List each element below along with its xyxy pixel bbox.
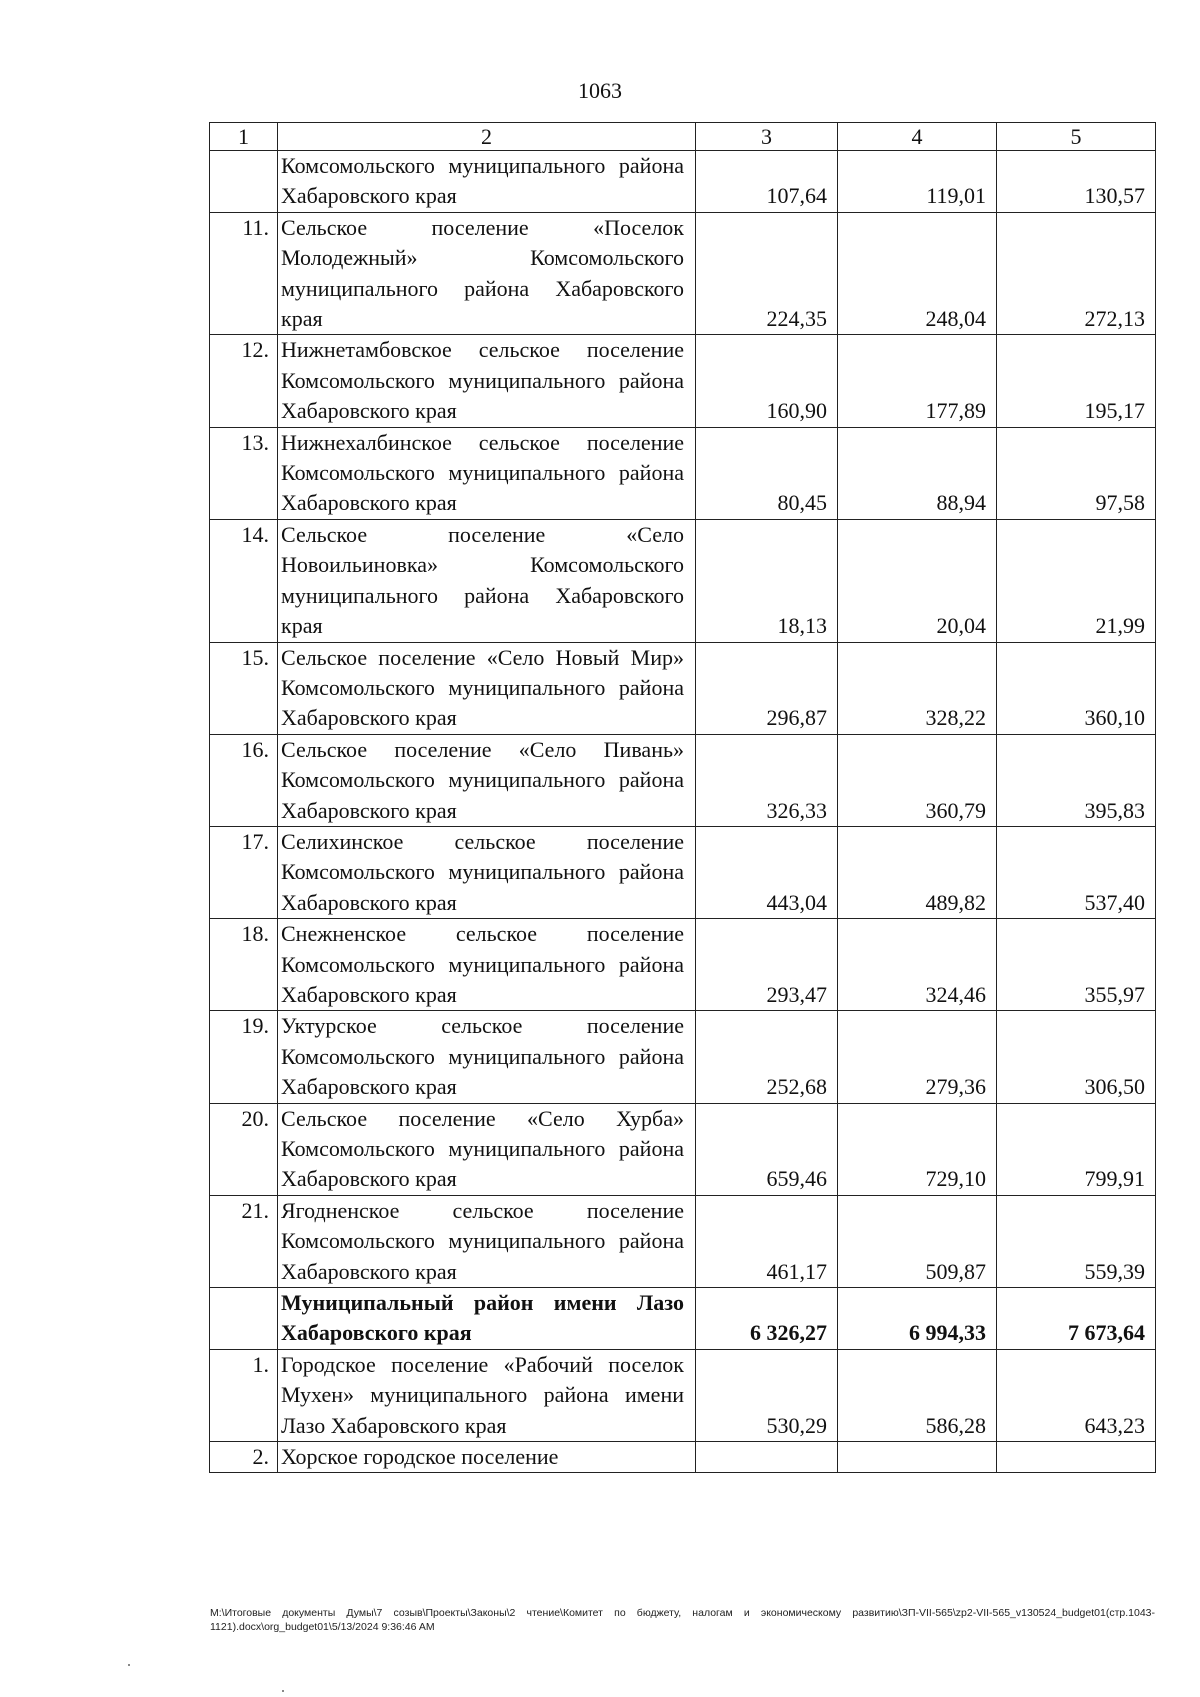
table-row	[210, 1195, 1156, 1287]
entity-name-cell: Муниципальный район имени Лазо Хабаровского края	[278, 1288, 696, 1350]
table-body	[210, 123, 1156, 1473]
table-header-row	[210, 123, 1156, 151]
value-col3-cell: 6 326,27	[696, 1288, 838, 1350]
value-col5-cell: 306,50	[997, 1011, 1156, 1103]
value-col3-cell: 296,87	[696, 642, 838, 734]
value-col3-cell: 18,13	[696, 519, 838, 642]
scan-speck	[128, 1664, 130, 1666]
row-number-cell: 12.	[210, 335, 278, 427]
row-number-cell: 11.	[210, 212, 278, 335]
value-col4-cell: 360,79	[838, 734, 997, 826]
value-col4-cell: 586,28	[838, 1349, 997, 1441]
row-number-cell	[210, 151, 278, 213]
value-col5-cell: 97,58	[997, 427, 1156, 519]
header-cell-2: 2	[278, 123, 696, 151]
value-col3-cell: 461,17	[696, 1195, 838, 1287]
table-row	[210, 1288, 1156, 1350]
page-number: 1063	[578, 78, 622, 103]
entity-name-cell: Сельское поселение «Село Хурба» Комсомольского муниципального района Хабаровского края	[278, 1103, 696, 1195]
entity-name-cell: Сельское поселение «Поселок Молодежный» Комсомольского муниципального района Хабаровского края	[278, 212, 696, 335]
row-number-cell: 20.	[210, 1103, 278, 1195]
value-col3-cell: 224,35	[696, 212, 838, 335]
header-cell-1: 1	[210, 123, 278, 151]
entity-name-cell: Нижнехалбинское сельское поселение Комсомольского муниципального района Хабаровского края	[278, 427, 696, 519]
value-col4-cell: 279,36	[838, 1011, 997, 1103]
value-col4-cell: 509,87	[838, 1195, 997, 1287]
value-col3-cell	[696, 1442, 838, 1473]
row-number-cell	[210, 1288, 278, 1350]
value-col4-cell: 248,04	[838, 212, 997, 335]
value-col3-cell: 293,47	[696, 919, 838, 1011]
entity-name-cell: Уктурское сельское поселение Комсомольского муниципального района Хабаровского края	[278, 1011, 696, 1103]
table-row	[210, 427, 1156, 519]
value-col3-cell: 107,64	[696, 151, 838, 213]
value-col5-cell	[997, 1442, 1156, 1473]
value-col3-cell: 326,33	[696, 734, 838, 826]
table-row	[210, 335, 1156, 427]
value-col5-cell: 355,97	[997, 919, 1156, 1011]
value-col5-cell: 799,91	[997, 1103, 1156, 1195]
table-row	[210, 826, 1156, 918]
entity-name-cell: Снежненское сельское поселение Комсомольского муниципального района Хабаровского края	[278, 919, 696, 1011]
entity-name-cell: Нижнетамбовское сельское поселение Комсомольского муниципального района Хабаровского края	[278, 335, 696, 427]
value-col5-cell: 272,13	[997, 212, 1156, 335]
value-col5-cell: 130,57	[997, 151, 1156, 213]
entity-name-cell: Комсомольского муниципального района Хабаровского края	[278, 151, 696, 213]
header-cell-3: 3	[696, 123, 838, 151]
value-col5-cell: 643,23	[997, 1349, 1156, 1441]
entity-name-cell: Селихинское сельское поселение Комсомольского муниципального района Хабаровского края	[278, 826, 696, 918]
table-row	[210, 642, 1156, 734]
value-col5-cell: 537,40	[997, 826, 1156, 918]
row-number-cell: 15.	[210, 642, 278, 734]
header-cell-5: 5	[997, 123, 1156, 151]
value-col4-cell: 177,89	[838, 335, 997, 427]
value-col5-cell: 395,83	[997, 734, 1156, 826]
value-col3-cell: 659,46	[696, 1103, 838, 1195]
table-row	[210, 519, 1156, 642]
value-col4-cell: 119,01	[838, 151, 997, 213]
budget-table	[209, 122, 1156, 1473]
value-col5-cell: 360,10	[997, 642, 1156, 734]
value-col4-cell: 20,04	[838, 519, 997, 642]
value-col4-cell: 328,22	[838, 642, 997, 734]
value-col4-cell	[838, 1442, 997, 1473]
row-number-cell: 21.	[210, 1195, 278, 1287]
row-number-cell: 18.	[210, 919, 278, 1011]
table-row	[210, 734, 1156, 826]
table-row	[210, 919, 1156, 1011]
value-col5-cell: 21,99	[997, 519, 1156, 642]
value-col3-cell: 530,29	[696, 1349, 838, 1441]
entity-name-cell: Сельское поселение «Село Пивань» Комсомольского муниципального района Хабаровского края	[278, 734, 696, 826]
table-row	[210, 1349, 1156, 1441]
table-row	[210, 1103, 1156, 1195]
row-number-cell: 1.	[210, 1349, 278, 1441]
value-col3-cell: 80,45	[696, 427, 838, 519]
table-row	[210, 212, 1156, 335]
row-number-cell: 14.	[210, 519, 278, 642]
row-number-cell: 16.	[210, 734, 278, 826]
header-cell-4: 4	[838, 123, 997, 151]
entity-name-cell: Хорское городское поселение	[278, 1442, 696, 1473]
value-col5-cell: 7 673,64	[997, 1288, 1156, 1350]
value-col5-cell: 559,39	[997, 1195, 1156, 1287]
row-number-cell: 19.	[210, 1011, 278, 1103]
value-col5-cell: 195,17	[997, 335, 1156, 427]
row-number-cell: 17.	[210, 826, 278, 918]
entity-name-cell: Сельское поселение «Село Новоильиновка» Комсомольского муниципального района Хабаровского края	[278, 519, 696, 642]
row-number-cell: 2.	[210, 1442, 278, 1473]
entity-name-cell: Ягодненское сельское поселение Комсомольского муниципального района Хабаровского края	[278, 1195, 696, 1287]
table-row	[210, 151, 1156, 213]
table-row	[210, 1011, 1156, 1103]
value-col4-cell: 88,94	[838, 427, 997, 519]
value-col4-cell: 6 994,33	[838, 1288, 997, 1350]
value-col4-cell: 489,82	[838, 826, 997, 918]
value-col3-cell: 443,04	[696, 826, 838, 918]
value-col4-cell: 324,46	[838, 919, 997, 1011]
file-path-footer: M:\Итоговые документы Думы\7 созыв\Проекты\Законы\2 чтение\Комитет по бюджету, налогам и экономическому развитию\ЗП-VII-565\zp2-VII-565_v130524_budget01(стр.1043-1121).docx\org_budget01\5/13/2024 9:36:46 AM	[210, 1607, 1155, 1633]
value-col3-cell: 160,90	[696, 335, 838, 427]
value-col3-cell: 252,68	[696, 1011, 838, 1103]
entity-name-cell: Городское поселение «Рабочий поселок Мухен» муниципального района имени Лазо Хабаровского края	[278, 1349, 696, 1441]
table-row	[210, 1442, 1156, 1473]
scan-speck	[282, 1690, 284, 1692]
value-col4-cell: 729,10	[838, 1103, 997, 1195]
entity-name-cell: Сельское поселение «Село Новый Мир» Комсомольского муниципального района Хабаровского края	[278, 642, 696, 734]
row-number-cell: 13.	[210, 427, 278, 519]
